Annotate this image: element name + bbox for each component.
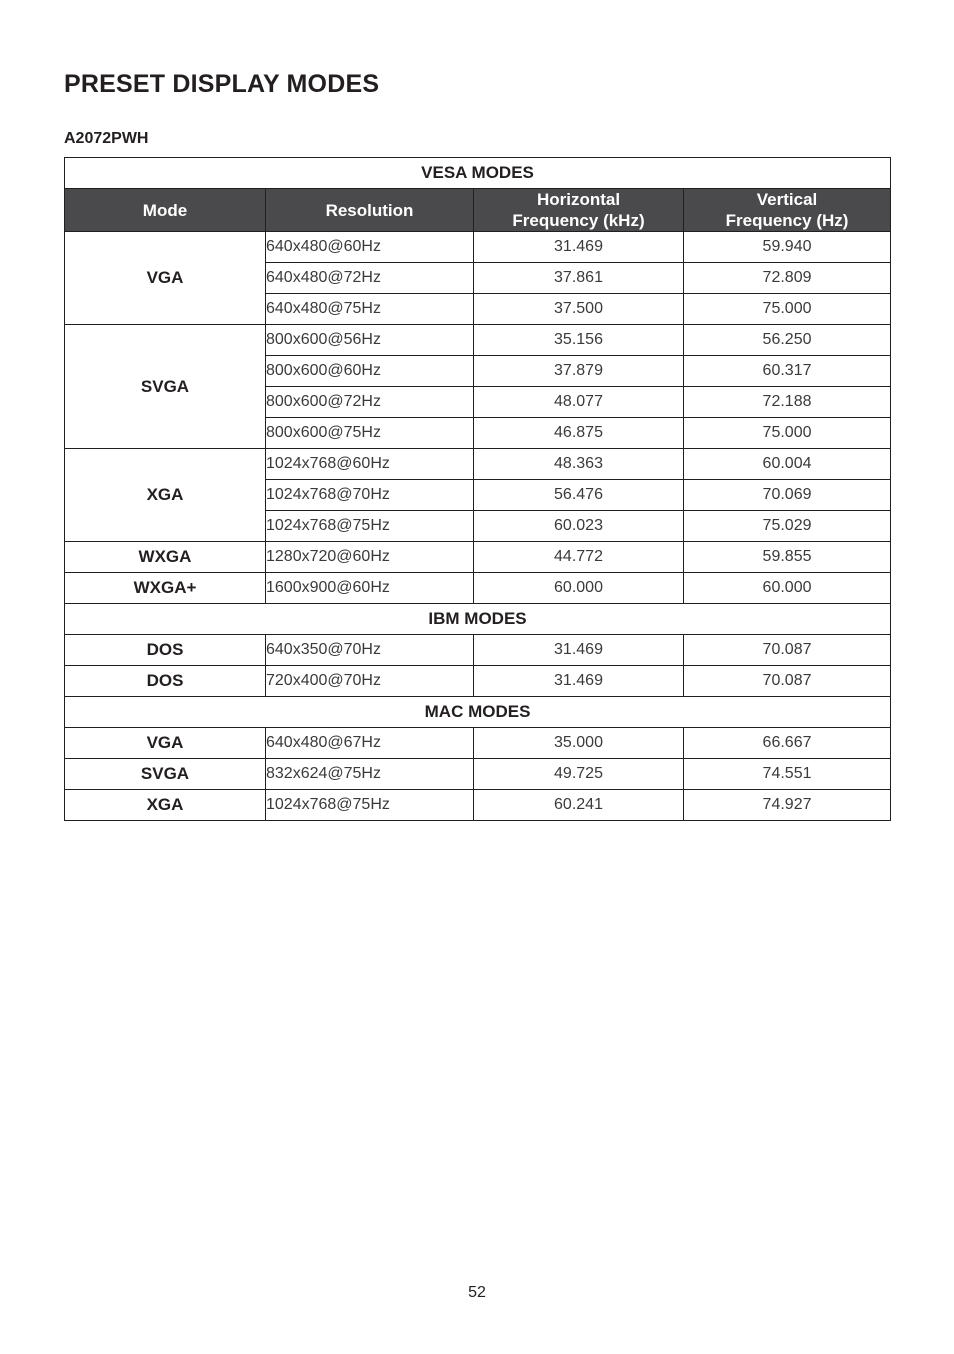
resolution-cell: 1280x720@60Hz: [266, 542, 474, 573]
table-row: [65, 573, 891, 604]
table-row: [65, 759, 891, 790]
vertical-frequency-cell: 60.000: [684, 573, 891, 604]
header-horizontal-line2: Frequency (kHz): [512, 211, 645, 230]
vertical-frequency-cell: 75.000: [684, 294, 891, 325]
table-row: [65, 728, 891, 759]
resolution-cell: 1024x768@75Hz: [266, 511, 474, 542]
horizontal-frequency-cell: 37.500: [474, 294, 684, 325]
mode-cell: XGA: [65, 790, 266, 821]
vertical-frequency-cell: 75.029: [684, 511, 891, 542]
header-vertical-line2: Frequency (Hz): [725, 211, 849, 230]
header-vertical-frequency: [684, 189, 891, 232]
resolution-cell: 800x600@56Hz: [266, 325, 474, 356]
horizontal-frequency-cell: 48.077: [474, 387, 684, 418]
resolution-cell: 1024x768@60Hz: [266, 449, 474, 480]
mode-cell: WXGA: [65, 542, 266, 573]
table-row: [65, 449, 891, 480]
page-title: PRESET DISPLAY MODES: [64, 70, 380, 98]
page-number: 52: [468, 1284, 486, 1301]
vertical-frequency-cell: 56.250: [684, 325, 891, 356]
horizontal-frequency-cell: 56.476: [474, 480, 684, 511]
vertical-frequency-cell: 70.069: [684, 480, 891, 511]
mode-cell: VGA: [65, 232, 266, 325]
section-title: IBM MODES: [65, 604, 891, 635]
vertical-frequency-cell: 60.317: [684, 356, 891, 387]
resolution-cell: 640x480@67Hz: [266, 728, 474, 759]
vertical-frequency-cell: 70.087: [684, 666, 891, 697]
table-row: [65, 232, 891, 263]
resolution-cell: 640x480@72Hz: [266, 263, 474, 294]
mode-cell: WXGA+: [65, 573, 266, 604]
model-label: A2072PWH: [64, 130, 149, 147]
vertical-frequency-cell: 74.927: [684, 790, 891, 821]
header-horizontal-frequency: [474, 189, 684, 232]
header-mode: Mode: [65, 189, 266, 232]
vertical-frequency-cell: 60.004: [684, 449, 891, 480]
horizontal-frequency-cell: 31.469: [474, 666, 684, 697]
column-header-row: [65, 189, 891, 232]
horizontal-frequency-cell: 35.156: [474, 325, 684, 356]
preset-modes-table: [64, 157, 891, 821]
table-row: [65, 790, 891, 821]
horizontal-frequency-cell: 31.469: [474, 635, 684, 666]
section-title-row: [65, 604, 891, 635]
horizontal-frequency-cell: 37.879: [474, 356, 684, 387]
mode-cell: DOS: [65, 666, 266, 697]
table-row: [65, 666, 891, 697]
table-row: [65, 542, 891, 573]
horizontal-frequency-cell: 44.772: [474, 542, 684, 573]
vertical-frequency-cell: 66.667: [684, 728, 891, 759]
vertical-frequency-cell: 75.000: [684, 418, 891, 449]
mode-cell: DOS: [65, 635, 266, 666]
horizontal-frequency-cell: 60.000: [474, 573, 684, 604]
resolution-cell: 640x480@75Hz: [266, 294, 474, 325]
section-title-row: [65, 697, 891, 728]
resolution-cell: 800x600@75Hz: [266, 418, 474, 449]
resolution-cell: 1600x900@60Hz: [266, 573, 474, 604]
vertical-frequency-cell: 59.855: [684, 542, 891, 573]
header-vertical-line1: Vertical: [756, 190, 818, 209]
vertical-frequency-cell: 72.188: [684, 387, 891, 418]
horizontal-frequency-cell: 49.725: [474, 759, 684, 790]
resolution-cell: 800x600@72Hz: [266, 387, 474, 418]
resolution-cell: 640x480@60Hz: [266, 232, 474, 263]
resolution-cell: 1024x768@70Hz: [266, 480, 474, 511]
resolution-cell: 800x600@60Hz: [266, 356, 474, 387]
vertical-frequency-cell: 59.940: [684, 232, 891, 263]
table-row: [65, 635, 891, 666]
horizontal-frequency-cell: 48.363: [474, 449, 684, 480]
horizontal-frequency-cell: 60.241: [474, 790, 684, 821]
resolution-cell: 640x350@70Hz: [266, 635, 474, 666]
horizontal-frequency-cell: 60.023: [474, 511, 684, 542]
mode-cell: VGA: [65, 728, 266, 759]
section-title: VESA MODES: [65, 158, 891, 189]
mode-cell: XGA: [65, 449, 266, 542]
horizontal-frequency-cell: 37.861: [474, 263, 684, 294]
horizontal-frequency-cell: 35.000: [474, 728, 684, 759]
vertical-frequency-cell: 72.809: [684, 263, 891, 294]
header-resolution: Resolution: [266, 189, 474, 232]
section-title-row: [65, 158, 891, 189]
table-row: [65, 325, 891, 356]
vertical-frequency-cell: 74.551: [684, 759, 891, 790]
horizontal-frequency-cell: 31.469: [474, 232, 684, 263]
resolution-cell: 1024x768@75Hz: [266, 790, 474, 821]
resolution-cell: 720x400@70Hz: [266, 666, 474, 697]
vertical-frequency-cell: 70.087: [684, 635, 891, 666]
table-body: [65, 158, 891, 821]
horizontal-frequency-cell: 46.875: [474, 418, 684, 449]
section-title: MAC MODES: [65, 697, 891, 728]
mode-cell: SVGA: [65, 325, 266, 449]
mode-cell: SVGA: [65, 759, 266, 790]
header-horizontal-line1: Horizontal: [536, 190, 621, 209]
resolution-cell: 832x624@75Hz: [266, 759, 474, 790]
